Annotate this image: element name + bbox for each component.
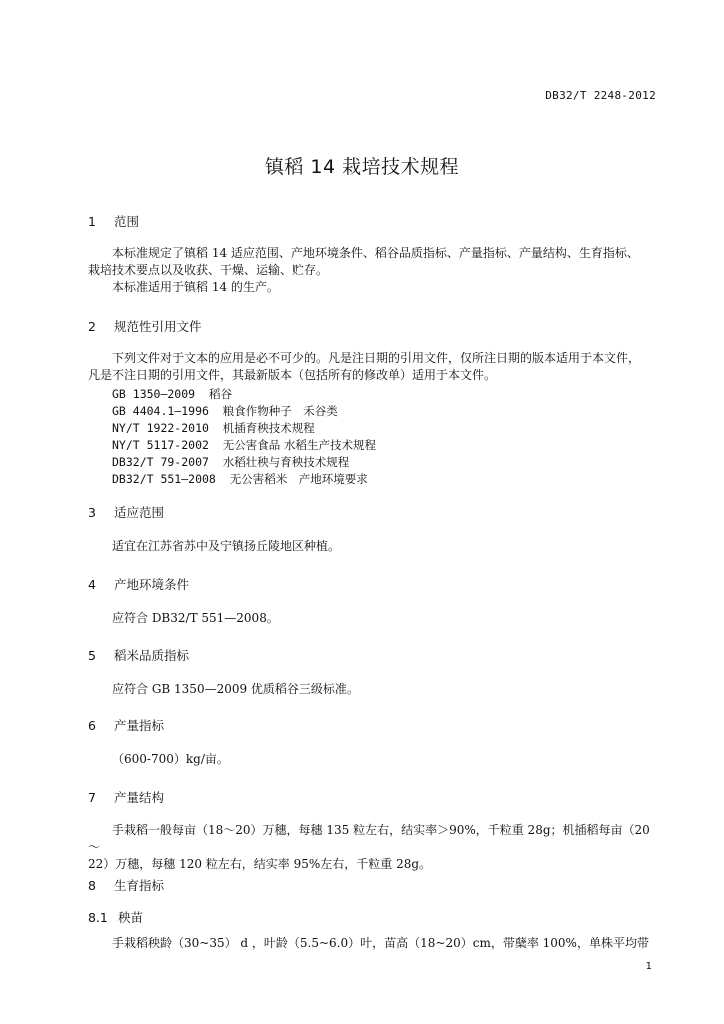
reference-name: 粮食作物种子 禾谷类 <box>222 404 338 418</box>
section-title: 适应范围 <box>114 505 165 520</box>
paragraph <box>88 350 656 384</box>
reference-item <box>112 454 349 470</box>
paragraph <box>88 538 656 555</box>
section-title: 产量指标 <box>114 718 165 733</box>
section-heading-6 <box>88 716 164 734</box>
text: 本标准规定了镇稻 14 适应范围、产地环境条件、稻谷品质指标、产量指标、产量结构、生育指标、 <box>112 246 639 260</box>
section-heading-5 <box>88 646 189 664</box>
paragraph-line <box>88 262 656 279</box>
text: 应符合 DB32/T 551—2008。 <box>112 611 279 625</box>
subsection-heading-8-1 <box>88 908 143 926</box>
paragraph <box>88 822 656 873</box>
text: 手栽稻秧龄（30~35） d ，叶龄（5.5~6.0）叶，苗高（18~20）cm，带蘖率 100%，单株平均带 <box>112 936 649 950</box>
section-heading-8 <box>88 876 164 894</box>
paragraph <box>88 245 656 296</box>
reference-code: GB 1350—2009 <box>112 387 196 401</box>
reference-code: NY/T 5117-2002 <box>112 438 209 452</box>
section-number: 7 <box>88 790 96 805</box>
section-number: 1 <box>88 214 96 229</box>
reference-item <box>112 437 376 453</box>
reference-name: 无公害食品 水稻生产技术规程 <box>222 438 376 452</box>
section-number: 6 <box>88 718 96 733</box>
section-number: 4 <box>88 577 96 592</box>
text: 手栽稻一般每亩（18～20）万穗，每穗 135 粒左右，结实率＞90%，千粒重 28g；机插稻每亩（20～ <box>88 823 650 854</box>
section-title: 稻米品质指标 <box>114 648 190 663</box>
text: 应符合 GB 1350—2009 优质稻谷三级标准。 <box>112 682 359 696</box>
reference-code: NY/T 1922-2010 <box>112 421 209 435</box>
paragraph-line <box>88 350 656 367</box>
section-heading-1 <box>88 212 139 230</box>
section-number: 5 <box>88 648 96 663</box>
section-heading-4 <box>88 575 189 593</box>
reference-item <box>112 386 232 402</box>
reference-code: DB32/T 551—2008 <box>112 472 216 486</box>
reference-name: 机插育秧技术规程 <box>222 421 315 435</box>
section-title: 产量结构 <box>114 790 165 805</box>
document-code: DB32/T 2248-2012 <box>545 89 656 102</box>
paragraph-line <box>88 279 656 296</box>
section-number: 2 <box>88 319 96 334</box>
section-title: 生育指标 <box>114 878 165 893</box>
section-title: 产地环境条件 <box>114 577 190 592</box>
section-heading-7 <box>88 788 164 806</box>
text: 凡是不注日期的引用文件，其最新版本（包括所有的修改单）适用于本文件。 <box>88 368 497 382</box>
text: 22）万穗，每穗 120 粒左右，结实率 95%左右，千粒重 28g。 <box>88 857 432 871</box>
paragraph-line <box>88 856 656 873</box>
reference-item <box>112 403 338 419</box>
text: 适宜在江苏省苏中及宁镇扬丘陵地区种植。 <box>112 539 341 553</box>
reference-name: 无公害稻米 产地环境要求 <box>229 472 368 486</box>
paragraph <box>88 751 656 768</box>
reference-item <box>112 420 315 436</box>
section-title: 范围 <box>114 214 140 229</box>
paragraph <box>88 681 656 698</box>
section-number: 8 <box>88 878 96 893</box>
text: 下列文件对于文本的应用是必不可少的。凡是注日期的引用文件，仅所注日期的版本适用于本文件， <box>112 351 641 365</box>
section-heading-3 <box>88 503 164 521</box>
paragraph-line <box>88 367 656 384</box>
reference-code: DB32/T 79-2007 <box>112 455 209 469</box>
paragraph <box>88 935 656 952</box>
section-title: 规范性引用文件 <box>114 319 202 334</box>
reference-name: 水稻壮秧与育秧技术规程 <box>222 455 350 469</box>
document-title: 镇稻 14 栽培技术规程 <box>264 156 460 178</box>
subsection-title: 秧苗 <box>118 910 144 925</box>
subsection-number: 8.1 <box>88 910 108 925</box>
text: 本标准适用于镇稻 14 的生产。 <box>112 280 279 294</box>
section-heading-2 <box>88 317 202 335</box>
reference-code: GB 4404.1—1996 <box>112 404 209 418</box>
paragraph-line <box>88 245 656 262</box>
reference-item <box>112 471 368 487</box>
section-number: 3 <box>88 505 96 520</box>
text: 栽培技术要点以及收获、干燥、运输、贮存。 <box>88 263 329 277</box>
reference-name: 稻谷 <box>208 387 232 401</box>
paragraph <box>88 610 656 627</box>
page-number: 1 <box>645 961 652 972</box>
paragraph-line <box>88 822 656 856</box>
text: （600-700）kg/亩。 <box>112 752 229 766</box>
